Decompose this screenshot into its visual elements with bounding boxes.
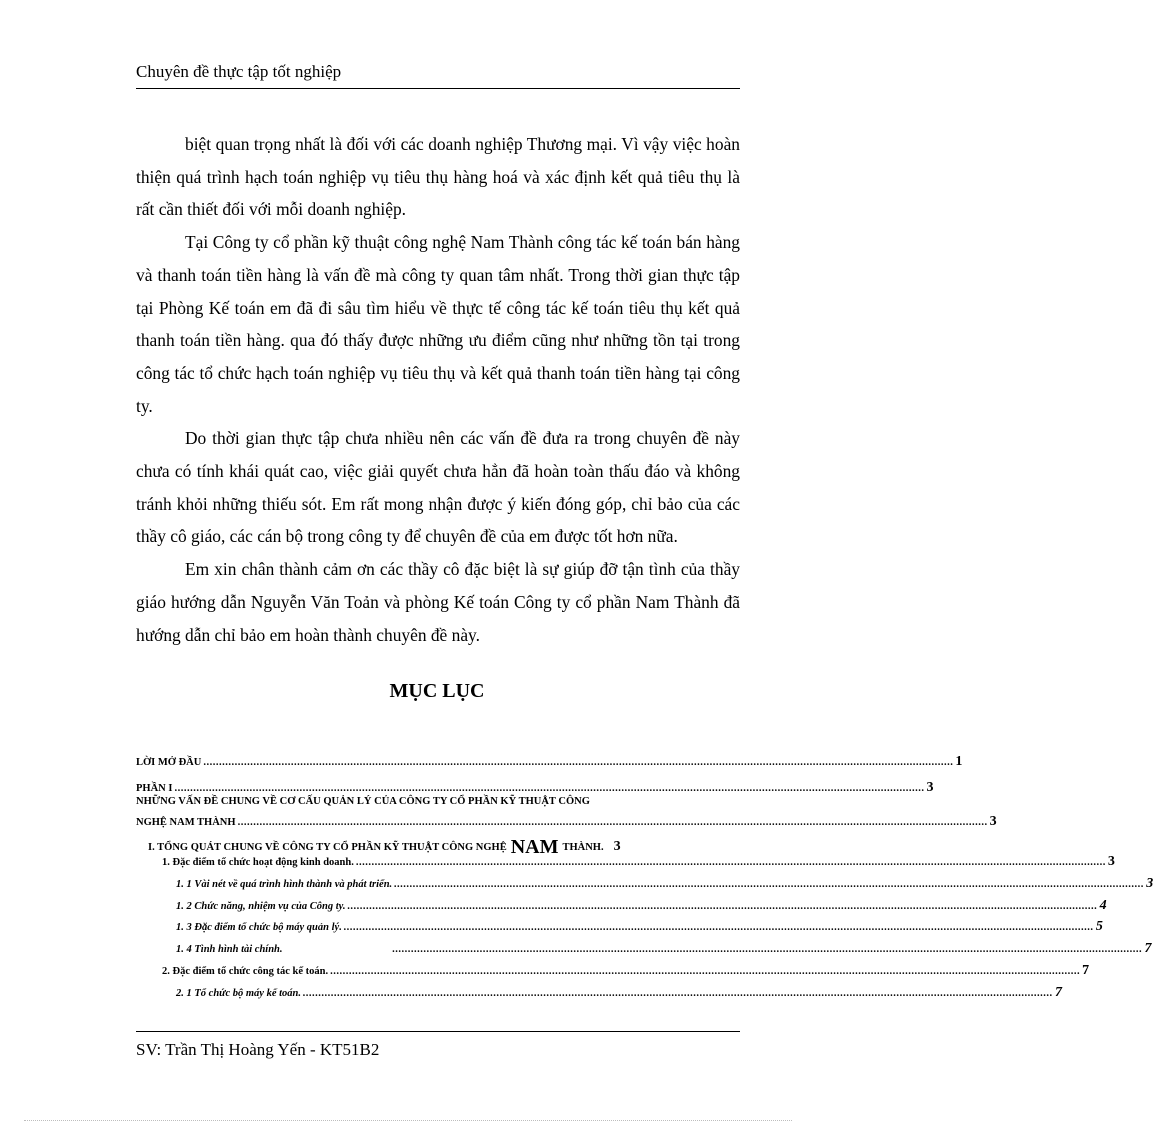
toc-page-number: 3	[1146, 876, 1153, 891]
toc-entry[interactable]	[176, 876, 1153, 894]
paragraph-3: Do thời gian thực tập chưa nhiều nên các vấn đề đưa ra trong chuyên đề này chưa có tính khái quát cao, việc giải quyết chưa hẳn đã hoàn toàn thấu đáo và không tránh khỏi những thiếu sót. Em rất mong nhận được ý kiến đóng góp, chỉ bảo của các thầy cô giáo, các cán bộ trong công ty để chuyên đề của em được tốt hơn nữa.	[136, 428, 740, 547]
toc-leader: ................................................................................................................................................................................................................................................	[392, 944, 1143, 955]
toc-entry[interactable]	[136, 754, 963, 772]
toc-entry-label: 1. 1 Vài nét về quá trình hình thành và phát triển.	[176, 879, 393, 890]
toc-leader: ................................................................................................................................................................................................................................................	[343, 922, 1094, 933]
toc-entry-label: 1. 2 Chức năng, nhiệm vụ của Công ty.	[176, 901, 346, 912]
toc-entry-label: 1. 4 Tình hình tài chính.	[176, 944, 283, 955]
toc-entry-label	[148, 833, 604, 856]
paragraph-4: Em xin chân thành cảm ơn các thầy cô đặc biệt là sự giúp đỡ tận tình của thầy giáo hướng dẫn Nguyễn Văn Toản và phòng Kế toán Công ty cổ phần Nam Thành đã hướng dẫn chỉ bảo em hoàn thành chuyên đề này.	[136, 559, 740, 645]
toc-entry-label-line1: NHỮNG VẤN ĐỀ CHUNG VỀ CƠ CẤU QUẢN LÝ CỦA CÔNG TY CỔ PHẦN KỸ THUẬT CÔNG	[136, 796, 590, 807]
toc-page-number: 1	[955, 754, 963, 769]
page-break-line	[24, 1120, 792, 1121]
toc-leader: ................................................................................................................................................................................................................................................	[330, 966, 1081, 977]
toc-entry[interactable]	[148, 833, 740, 858]
toc-entry[interactable]	[136, 814, 997, 832]
header-title: Chuyên đề thực tập tốt nghiệp	[136, 62, 342, 81]
footer-text: SV: Trần Thị Hoàng Yến - KT51B2	[136, 1040, 380, 1059]
toc-leader: ................................................................................................................................................................................................................................................	[303, 988, 1053, 999]
toc-entry-label-part: I. TỔNG QUÁT CHUNG VỀ CÔNG TY CỔ PHẦN KỸ THUẬT CÔNG NGHỆ	[148, 842, 507, 853]
toc-page-number: 7	[1055, 985, 1062, 1000]
toc-entry-label-line2: NGHỆ NAM THÀNH	[136, 817, 236, 828]
toc-entry[interactable]	[162, 854, 1115, 872]
toc-leader: ................................................................................................................................................................................................................................................	[355, 857, 1106, 868]
toc-entry-label: 2. Đặc điểm tổ chức công tác kế toán.	[162, 966, 329, 977]
toc-page-number: 3	[1107, 854, 1115, 869]
toc-entry-label: 1. Đặc điểm tổ chức hoạt động kinh doanh.	[162, 857, 354, 868]
toc-leader: ................................................................................................................................................................................................................................................	[203, 757, 954, 768]
toc-page-number: 3	[613, 839, 621, 854]
toc-entry[interactable]	[176, 941, 1152, 959]
toc-entry[interactable]	[176, 985, 1062, 1003]
footer-rule	[136, 1031, 740, 1032]
toc-leader: ................................................................................................................................................................................................................................................	[347, 901, 1098, 912]
toc-entry[interactable]	[176, 898, 1107, 916]
toc-entry-label-emphasis: NAM	[510, 836, 559, 858]
toc-title: MỤC LỤC	[389, 680, 485, 702]
toc-entry[interactable]	[162, 963, 1090, 981]
toc-entry-label: 1. 3 Đặc điểm tổ chức bộ máy quản lý.	[176, 922, 342, 933]
toc-page-number: 7	[1082, 963, 1090, 978]
toc-leader: ................................................................................................................................................................................................................................................	[237, 817, 988, 828]
toc-entry-label: LỜI MỞ ĐẦU	[136, 757, 202, 768]
toc-page-number: 7	[1144, 941, 1152, 956]
toc-page-number: 5	[1095, 919, 1103, 934]
toc-entry-label: 2. 1 Tổ chức bộ máy kế toán.	[176, 988, 301, 999]
paragraph-2: Tại Công ty cổ phần kỹ thuật công nghệ Nam Thành công tác kế toán bán hàng và thanh toán tiền hàng là vấn đề mà công ty quan tâm nhất. Trong thời gian thực tập tại Phòng Kế toán em đã đi sâu tìm hiểu về thực tế công tác kế toán tiêu thụ kết quả thanh toán tiền hàng. qua đó thấy được những ưu điểm cũng như những tồn tại trong công tác tổ chức hạch toán nghiệp vụ tiêu thụ và kết quả thanh toán tiền hàng tại công ty.	[136, 232, 740, 416]
toc-entry-label-part: THÀNH.	[562, 842, 604, 853]
body-text	[136, 128, 740, 651]
toc-page-number: 3	[989, 814, 997, 829]
toc-page-number: 3	[926, 780, 934, 795]
toc-page-number: 4	[1099, 898, 1107, 913]
toc-leader: ................................................................................................................................................................................................................................................	[394, 879, 1145, 890]
header-rule	[136, 88, 740, 89]
toc-leader: ................................................................................................................................................................................................................................................	[174, 783, 925, 794]
paragraph-1: biệt quan trọng nhất là đối với các doanh nghiệp Thương mại. Vì vậy việc hoàn thiện quá trình hạch toán nghiệp vụ tiêu thụ hàng hoá và xác định kết quả tiêu thụ là rất cần thiết đối với mỗi doanh nghiệp.	[136, 134, 740, 220]
toc-entry[interactable]	[176, 919, 1103, 937]
toc-entry-label: PHẦN I	[136, 783, 173, 794]
